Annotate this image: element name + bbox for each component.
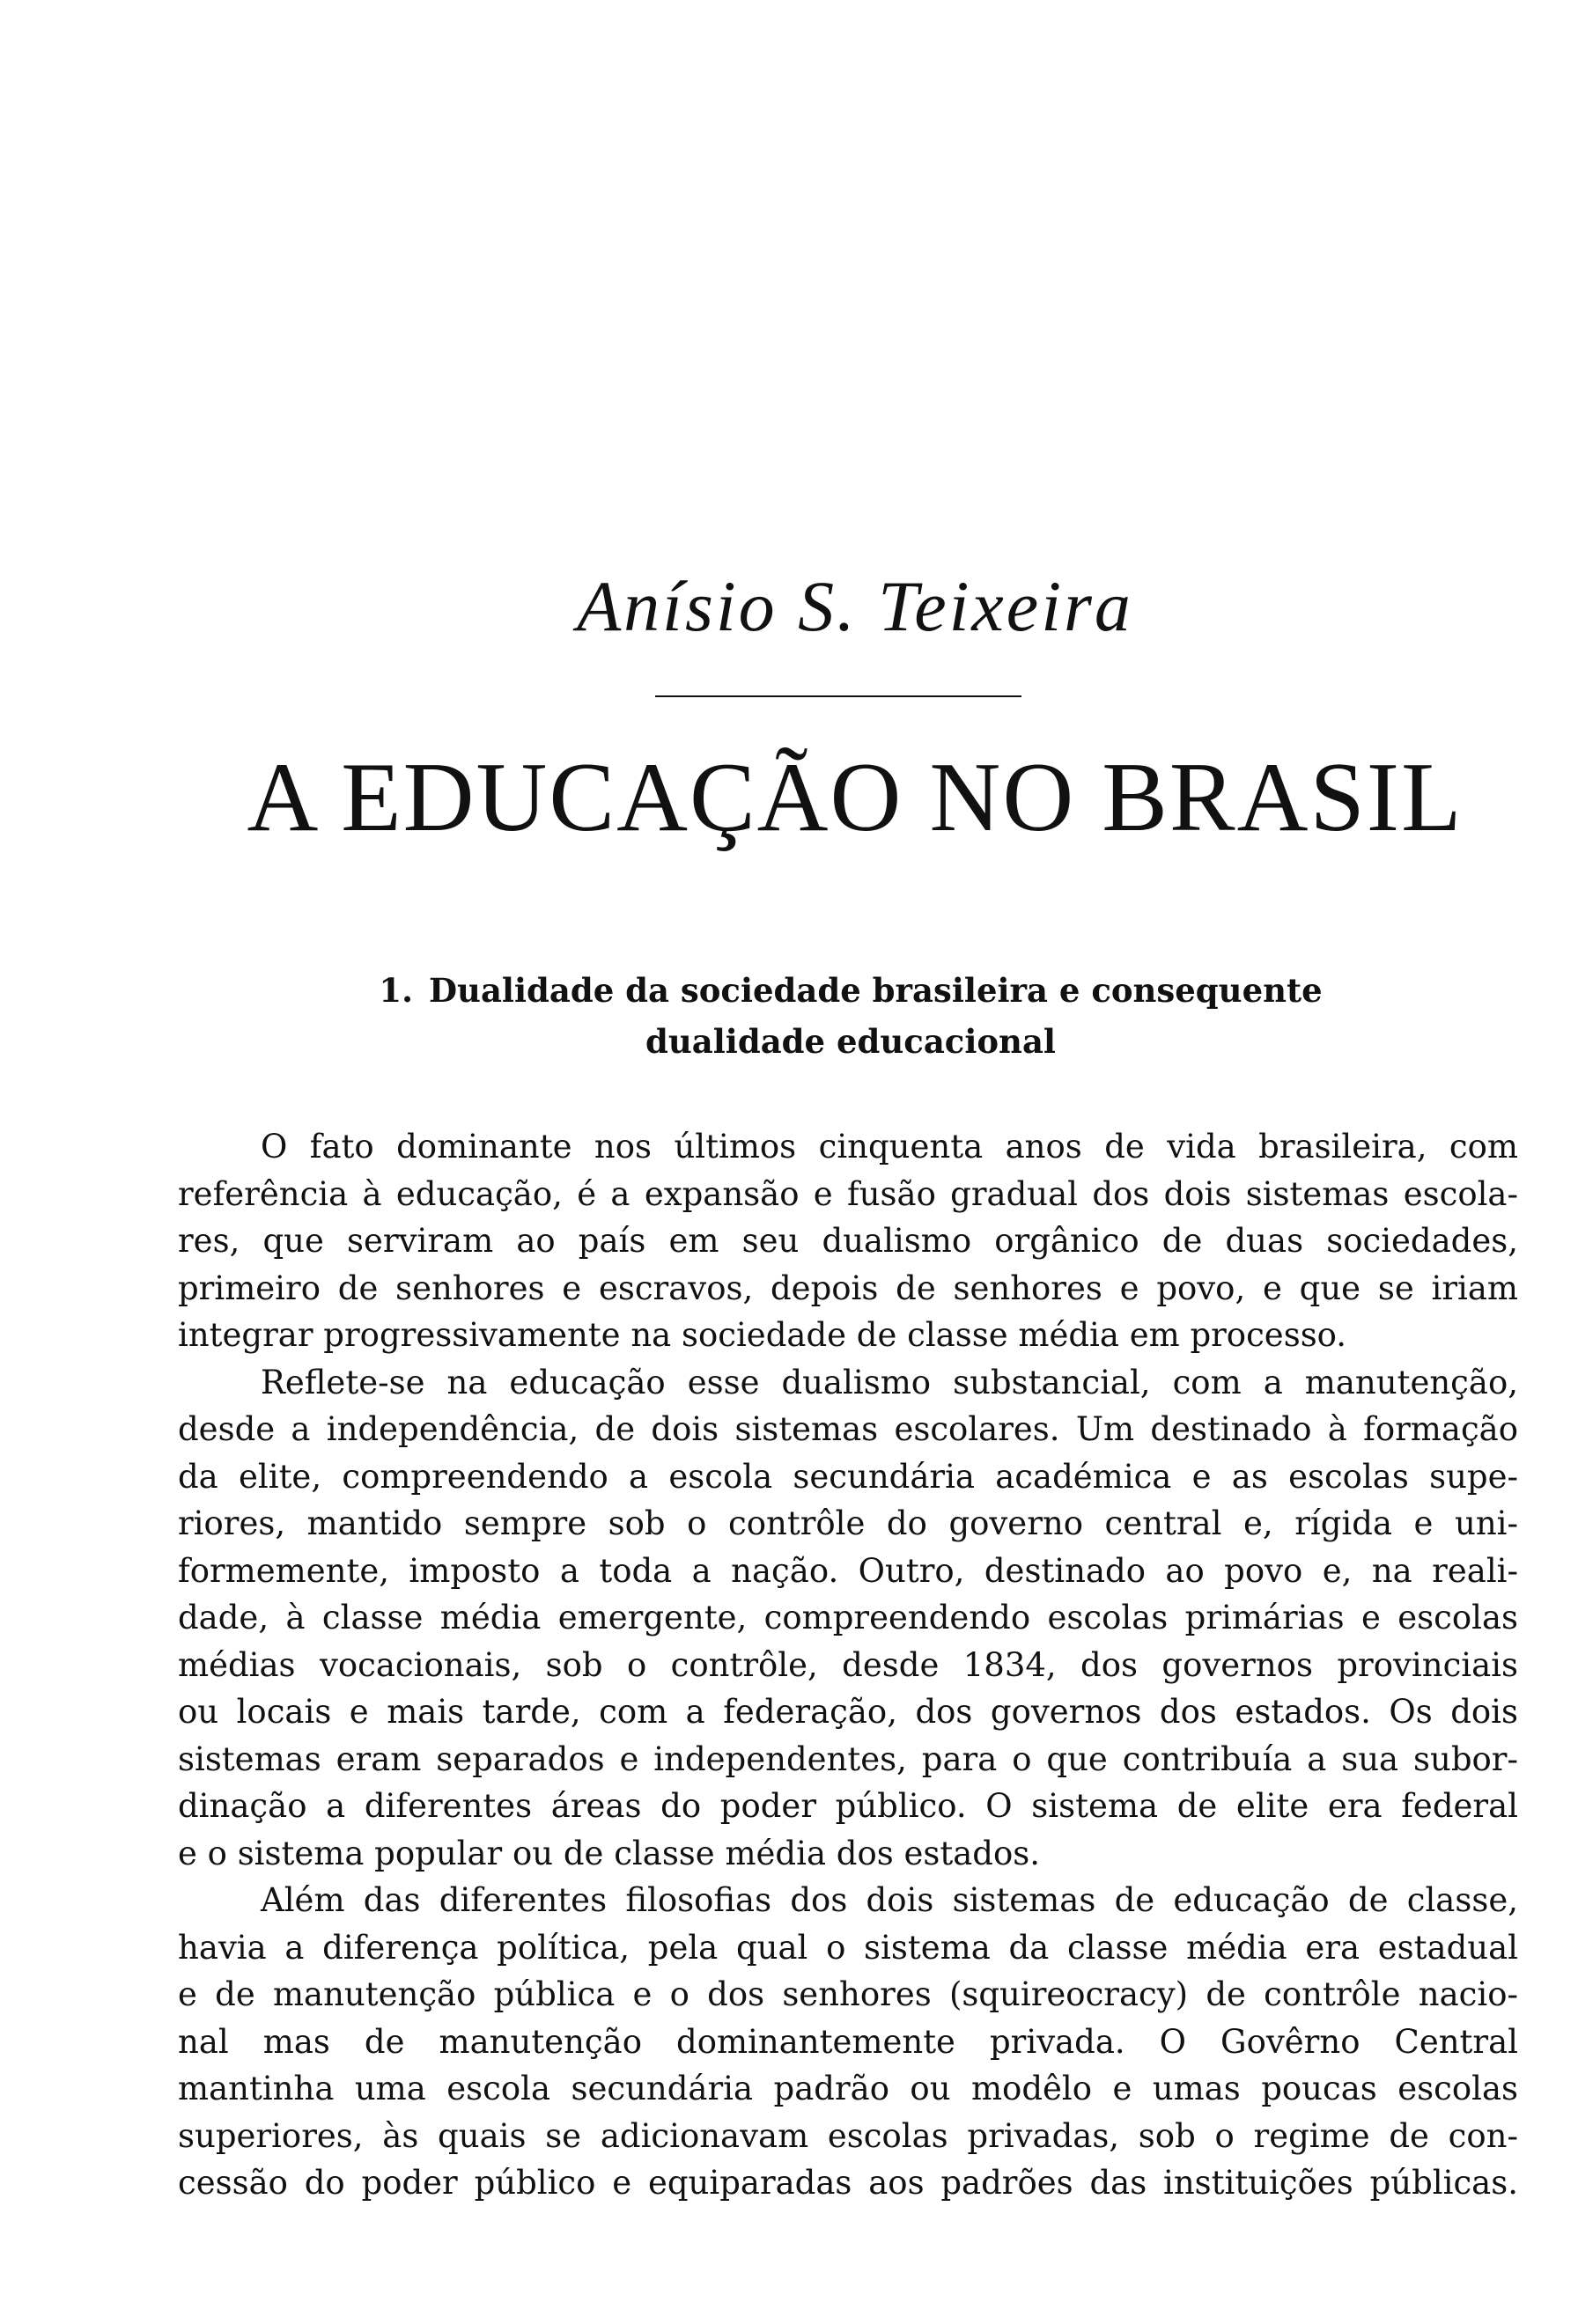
paragraph-1-line: O fato dominante nos últimos cinquenta anos de vida brasileira, com bbox=[261, 1128, 1518, 1166]
paragraph-3-line: cessão do poder público e equiparadas aos padrões das instituições públicas. bbox=[178, 2164, 1518, 2202]
section-heading-text-1: Dualidade da sociedade brasileira e consequente bbox=[428, 971, 1323, 1010]
paragraph-2-line: e o sistema popular ou de classe média dos estados. bbox=[178, 1834, 1041, 1872]
document-title: A EDUCAÇÃO NO BRASIL bbox=[247, 743, 1464, 852]
paragraph-3-line: e de manutenção pública e o dos senhores (squireocracy) de contrôle nacio- bbox=[178, 1975, 1518, 2013]
paragraph-2-line: desde a independência, de dois sistemas escolares. Um destinado à formação bbox=[178, 1410, 1518, 1448]
paragraph-3-line: mantinha uma escola secundária padrão ou modêlo e umas poucas escolas bbox=[178, 2070, 1518, 2107]
paragraph-2-line: dade, à classe média emergente, compreendendo escolas primárias e escolas bbox=[178, 1599, 1518, 1636]
paragraph-1-line: res, que serviram ao país em seu dualismo orgânico de duas sociedades, bbox=[178, 1222, 1518, 1260]
paragraph-3-line: nal mas de manutenção dominantemente privada. O Govêrno Central bbox=[178, 2022, 1518, 2061]
paragraph-2-line: sistemas eram separados e independentes, para o que contribuía a sua subor- bbox=[178, 1739, 1518, 1778]
paragraph-2-line: ou locais e mais tarde, com a federação, dos governos dos estados. Os dois bbox=[178, 1693, 1518, 1731]
title-divider bbox=[655, 695, 1021, 697]
paragraph-1-line: integrar progressivamente na sociedade de classe média em processo. bbox=[178, 1316, 1347, 1354]
paragraph-3-line: superiores, às quais se adicionavam escolas privadas, sob o regime de con- bbox=[178, 2116, 1518, 2155]
paragraph-1-line: referência à educação, é a expansão e fusão gradual dos dois sistemas escola- bbox=[178, 1174, 1518, 1213]
paragraph-3-line: havia a diferença política, pela qual o sistema da classe média era estadual bbox=[178, 1928, 1518, 1967]
paragraph-2-line: Reflete-se na educação esse dualismo substancial, com a manutenção, bbox=[261, 1363, 1518, 1401]
section-heading-line-2: dualidade educacional bbox=[645, 1022, 1056, 1061]
body-text bbox=[178, 1123, 1518, 2207]
paragraph-1-line: primeiro de senhores e escravos, depois de senhores e povo, e que se iriam bbox=[178, 1269, 1518, 1307]
section-number: 1. bbox=[379, 971, 413, 1010]
paragraph-2-line: médias vocacionais, sob o contrôle, desde 1834, dos governos provinciais bbox=[178, 1645, 1518, 1684]
paragraph-3-line: Além das diferentes filosofias dos dois sistemas de educação de classe, bbox=[261, 1881, 1518, 1919]
paragraph-2-line: riores, mantido sempre sob o contrôle do governo central e, rígida e uni- bbox=[178, 1504, 1518, 1542]
paragraph-2-line: dinação a diferentes áreas do poder público. O sistema de elite era federal bbox=[178, 1787, 1518, 1825]
paragraph-2-line: da elite, compreendendo a escola secundária académica e as escolas supe- bbox=[178, 1457, 1518, 1496]
section-heading-line-1 bbox=[308, 965, 1393, 1016]
author-name: Anísio S. Teixeira bbox=[577, 566, 1133, 646]
section-heading bbox=[308, 965, 1393, 1067]
paragraph-2-line: formemente, imposto a toda a nação. Outro, destinado ao povo e, na reali- bbox=[178, 1551, 1518, 1590]
